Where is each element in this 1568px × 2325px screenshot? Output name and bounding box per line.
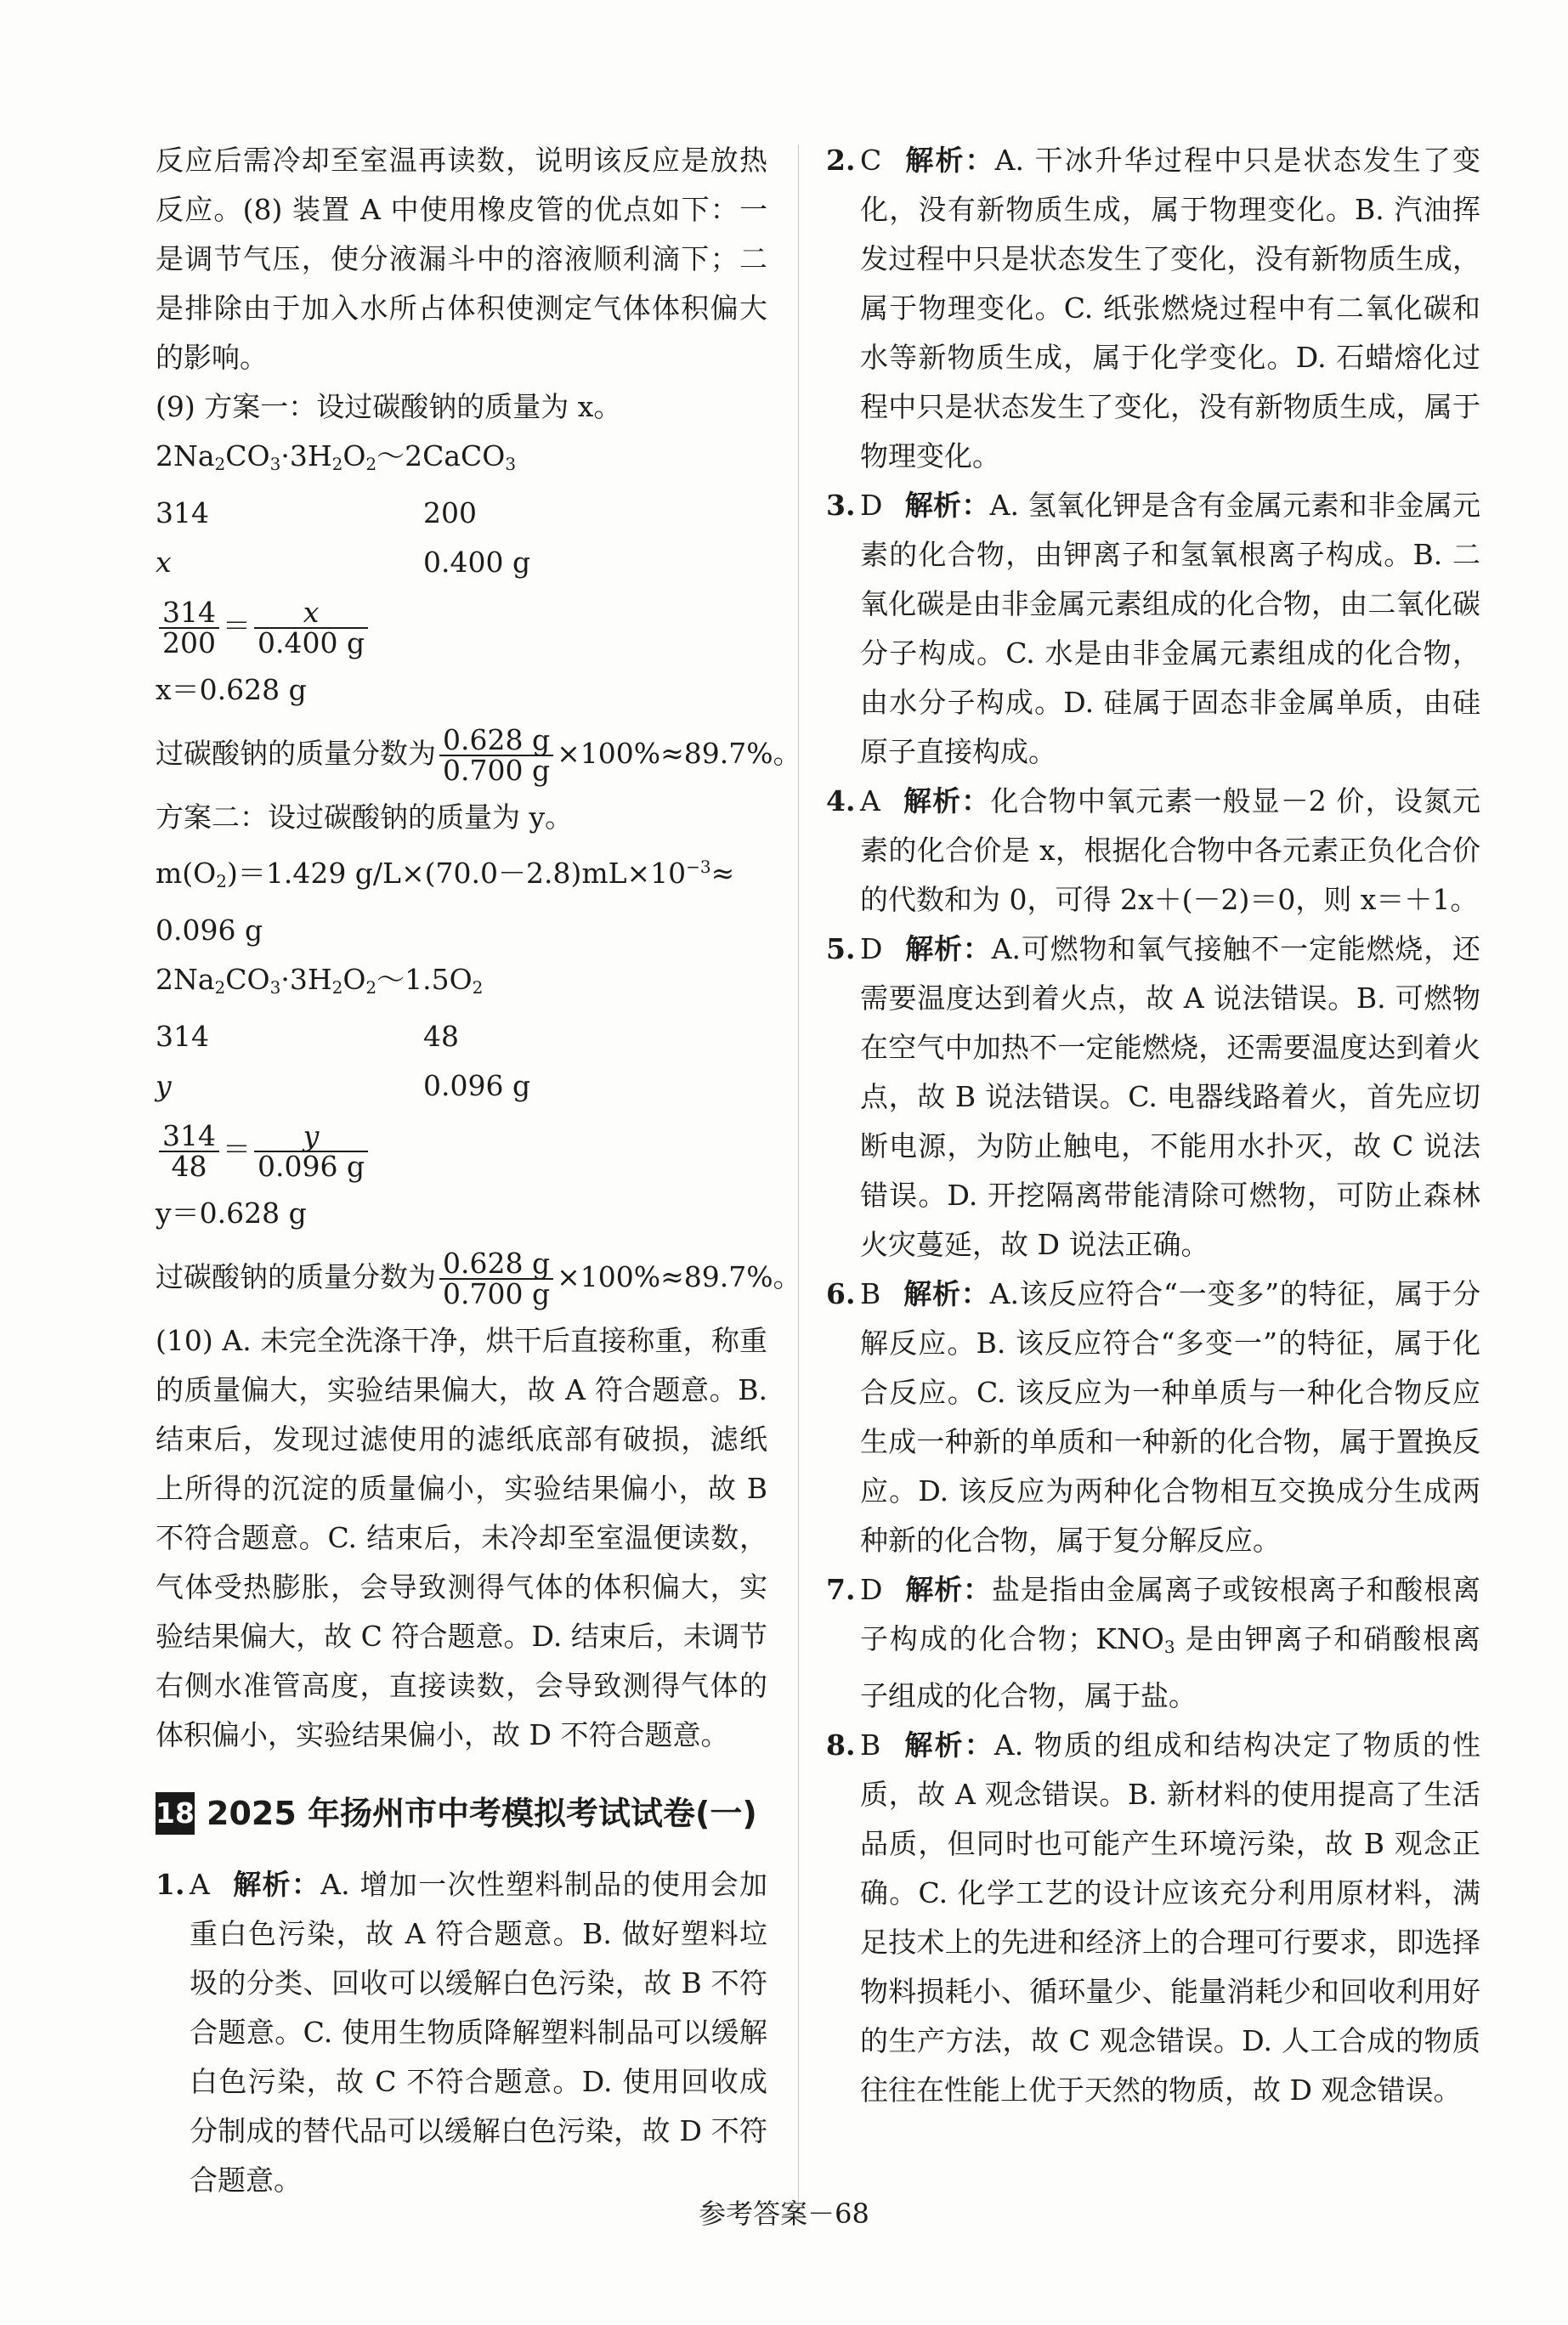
question-item: 8. B 解析：A. 物质的组成和结构决定了物质的性质，故 A 观念错误。B. 新材料的使用提高了生活品质，但同时也可能产生环境污染，故 B 观念正确。C. 化学工艺的设计应该充分利用原材料，满足技术上的先进和经济上的合理可行要求，即选择物料损耗小、循环量少、能量消耗少和回收利用好的生产方法，故 C 观念错误。D. 人工合成的物质往往在性能上优于天然的物质，故 D 观念错误。 [826,1728,1481,2107]
left-column [156,136,801,2205]
question-item: 6. B 解析：A.该反应符合“一变多”的特征，属于分解反应。B. 该反应符合“多变一”的特征，属于化合反应。C. 该反应为一种单质与一种化合物反应生成一种新的单质和一种新的化合物，属于置换反应。D. 该反应为两种化合物相互交换成分生成两种新的化合物，属于复分解反应。 [826,1277,1481,1557]
question-item: 4. A 解析：化合物中氧元素一般显－2 价，设氮元素的化合价是 x，根据化合物中各元素正负化合价的代数和为 0，可得 2x＋(－2)＝0，则 x＝＋1。 [826,784,1480,916]
mass-fraction-1: 过碳酸钠的质量分数为 $\frac{0.628 g}{0.700 g}$ ×100%≈89.7%。 [156,723,801,787]
ratio-row: x 0.400 g [156,546,531,579]
ratio-row: y 0.096 g [156,1069,531,1102]
question-item: 2. C 解析：A. 干冰升华过程中只是状态发生了变化，没有新物质生成，属于物理变化。B. 汽油挥发过程中只是状态发生了变化，没有新物质生成，属于物理变化。C. 纸张燃烧过程中有二氧化碳和水等新物质生成，属于化学变化。D. 石蜡熔化过程中只是状态发生了变化，没有新物质生成，属于物理变化。 [826,144,1481,472]
oxygen-mass-value: 0.096 g [156,914,263,947]
right-column [826,136,1480,2115]
question-item: 7. D 解析：盐是指由金属离子或铵根离子和酸根离子构成的化合物；$KNO_3$ 是由钾离子和硝酸根离子组成的化合物，属于盐。 [826,1573,1481,1712]
column-divider [798,144,799,2218]
paragraph-9-intro: (9) 方案一：设过碳酸钠的质量为 x。 [156,390,622,423]
section-number-badge: 18 [156,1792,195,1835]
oxygen-mass-equation: $m(O_2)=1.429$ $g/L\times(70.0-2.8)mL\times 10^{-3}\approx$ [156,857,735,891]
question-item: 1. A 解析：A. 增加一次性塑料制品的使用会加重白色污染，故 A 符合题意。B. 做好塑料垃圾的分类、回收可以缓解白色污染，故 B 不符合题意。C. 使用生物质降解塑料制品可以缓解白色污染，故 C 不符合题意。D. 使用回收成分制成的替代品可以缓解白色污染，故 D 不符合题意。 [156,1868,768,2197]
question-item: 3. D 解析：A. 氢氧化钾是含有金属元素和非金属元素的化合物，由钾离子和氢氧根离子构成。B. 二氧化碳是由非金属元素组成的化合物，由二氧化碳分子构成。C. 水是由非金属元素组成的化合物，由水分子构成。D. 硅属于固态非金属单质，由硅原子直接构成。 [826,489,1481,768]
equation-2: $2Na_2CO_3\cdot 3H_2O_2\sim 1.5O_2$ [156,963,484,998]
result-x: x＝0.628 g [156,673,307,706]
proportion-1: $\frac{314}{200}$ ＝ $\frac{x}{0.400 g}$ [156,594,767,659]
section-title: 2025 年扬州市中考模拟考试试卷(一) [207,1795,757,1832]
result-y: y＝0.628 g [156,1196,307,1230]
proportion-2: $\frac{314}{48}$ ＝ $\frac{y}{0.096 g}$ [156,1117,767,1182]
ratio-row: 314 200 [156,496,477,529]
paragraph-9-plan2: 方案二：设过碳酸钠的质量为 y。 [156,800,574,834]
section-heading [156,1789,767,1838]
page-footer: 参考答案－68 [699,2198,869,2230]
equation-1: $2Na_2CO_3\cdot 3H_2O_2\sim 2CaCO_3$ [156,439,517,474]
paragraph-8: 反应后需冷却至室温再读数，说明该反应是放热反应。(8) 装置 A 中使用橡皮管的优点如下：一是调节气压，使分液漏斗中的溶液顺利滴下；二是排除由于加入水所占体积使测定气体体积偏大的影响。 [156,144,767,374]
ratio-row: 314 48 [156,1020,459,1053]
question-item: 5. D 解析：A.可燃物和氧气接触不一定能燃烧，还需要温度达到着火点，故 A 说法错误。B. 可燃物在空气中加热不一定能燃烧，还需要温度达到着火点，故 B 说法错误。C. 电器线路着火，首先应切断电源，为防止触电，不能用水扑灭，故 C 说法错误。D. 开挖隔离带能清除可燃物，可防止森林火灾蔓延，故 D 说法正确。 [826,932,1481,1261]
mass-fraction-2: 过碳酸钠的质量分数为 $\frac{0.628 g}{0.700 g}$ ×100%≈89.7%。 [156,1247,801,1310]
paragraph-10: (10) A. 未完全洗涤干净，烘干后直接称重，称重的质量偏大，实验结果偏大，故 A 符合题意。B. 结束后，发现过滤使用的滤纸底部有破损，滤纸上所得的沉淀的质量偏小，实验结果偏小，故 B 不符合题意。C. 结束后，未冷却至室温便读数，气体受热膨胀，会导致测得气体的体积偏大，实验结果偏大，故 C 符合题意。D. 结束后，未调节右侧水准管高度，直接读数，会导致测得气体的体积偏小，实验结果偏小，故 D 不符合题意。 [156,1324,767,1751]
